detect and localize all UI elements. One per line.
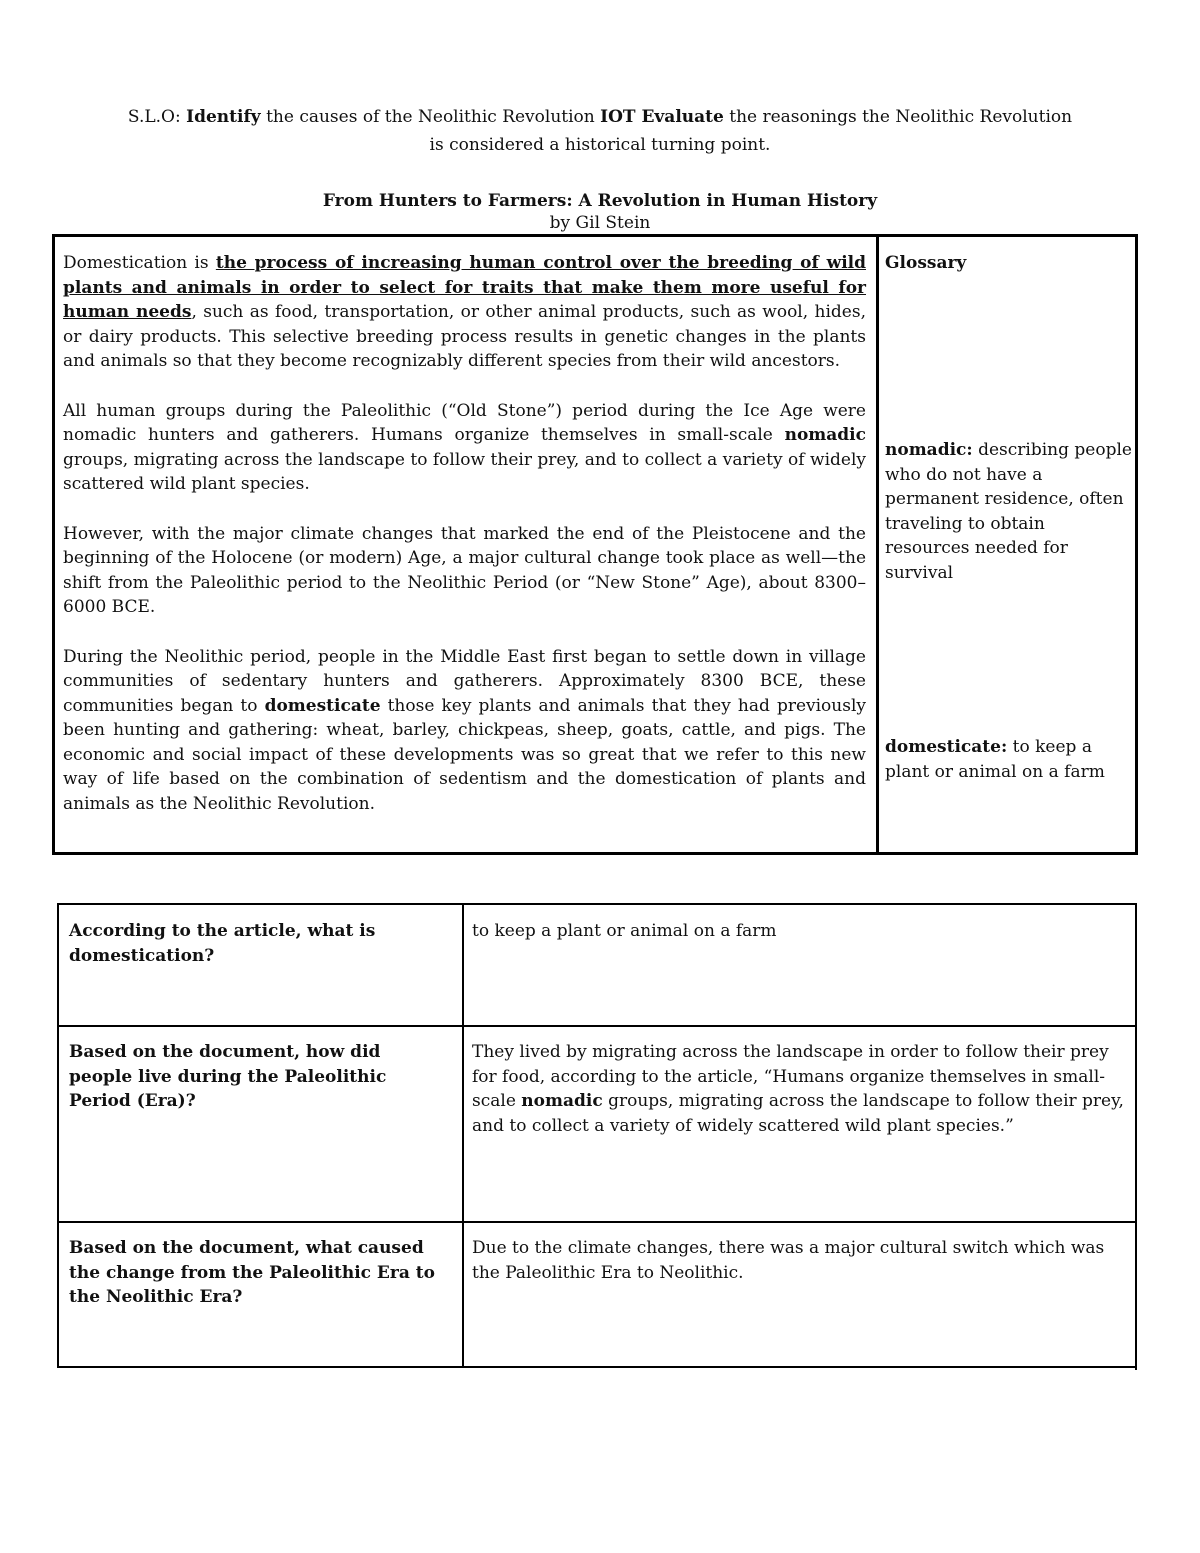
row-divider (59, 1221, 1137, 1223)
reading-table (52, 234, 1138, 855)
slo-identify: Identify (186, 107, 261, 127)
glossary-definition: to keep a plant or animal on a farm (885, 737, 1105, 782)
slo-iot-evaluate: IOT Evaluate (600, 107, 724, 127)
p1-start: Domestication is (63, 253, 216, 273)
paragraph-2 (63, 399, 866, 497)
glossary-term: domesticate: (885, 737, 1008, 757)
p2-start: All human groups during the Paleolithic (“Old Stone”) period during the Ice Age were nomadic hunters and gatherers. Humans organize themselves in small-scale (63, 400, 866, 446)
p4-start: During the Neolithic period, people in the Middle East first began to settle down in village communities of sedentary hunters and gatherers. Approximately 8300 BCE, these communities began to (63, 646, 866, 716)
answer-1[interactable]: to keep a plant or animal on a farm (472, 921, 777, 941)
answer-2-rest: groups, migrating across the landscape to follow their prey, and to collect a variety of widely scattered wild plant species.” (472, 1091, 1124, 1136)
answer-2-bold-term: nomadic (521, 1091, 603, 1111)
article-byline: by Gil Stein (549, 213, 651, 233)
glossary-entry-nomadic (885, 438, 1133, 586)
p2-bold-term: nomadic (784, 425, 866, 446)
glossary-definition: describing people who do not have a permanent residence, often traveling to obtain resources needed for survival (885, 440, 1132, 583)
slo-mid: the causes of the Neolithic Revolution (260, 107, 601, 127)
glossary-entry-domesticate (885, 735, 1133, 784)
definition-underlined: the process of increasing human control over the breeding of wild plants and animals in order to select for traits that make them more useful for human needs (63, 253, 867, 323)
article-title: From Hunters to Farmers: A Revolution in Human History (322, 191, 878, 211)
p4-rest: those key plants and animals that they had previously been hunting and gathering: wheat, barley, chickpeas, sheep, goats, cattle, and pigs. The economic and social impact of these developments was so great that we refer to this new way of life based on the combination of sedentism and the domestication of plants and animals as the Neolithic Revolution. (63, 695, 866, 815)
paragraph-4 (63, 645, 866, 817)
slo-prefix: S.L.O: (127, 107, 187, 127)
answer-2-start: They lived by migrating across the landscape in order to follow their prey for food, according to the article, “Humans organize themselves in small-scale (472, 1042, 1109, 1111)
question-1: According to the article, what is domestication? (69, 921, 376, 966)
question-table (57, 903, 1137, 1368)
answer-2[interactable] (472, 1040, 1127, 1138)
glossary-column (885, 251, 1133, 782)
paragraph-1 (63, 251, 866, 374)
glossary-term: nomadic: (885, 440, 973, 460)
question-2: Based on the document, how did people live during the Paleolithic Period (Era)? (69, 1042, 387, 1111)
slo-rest: the reasonings the Neolithic Revolution is considered a historical turning point. (429, 107, 1073, 155)
row-divider (59, 1025, 1137, 1027)
glossary-heading: Glossary (885, 253, 967, 273)
column-divider (462, 905, 464, 1366)
paragraph-3: However, with the major climate changes that marked the end of the Pleistocene and the beginning of the Holocene (or modern) Age, a major cultural change took place as well—the shift from the Paleolithic period to the Neolithic Period (or “New Stone” Age), about 8300–6000 BCE. (63, 523, 866, 618)
p2-rest: groups, migrating across the landscape to follow their prey, and to collect a variety of widely scattered wild plant species. (63, 449, 866, 495)
p4-bold-term: domesticate (264, 695, 381, 716)
article-heading (120, 190, 1080, 234)
article-text (63, 251, 866, 841)
question-3: Based on the document, what caused the change from the Paleolithic Era to the Neolithic Era? (69, 1238, 435, 1307)
p1-rest: , such as food, transportation, or other animal products, such as wool, hides, or dairy products. This selective breeding process results in genetic changes in the plants and animals so that they become recognizably different species from their wild ancestors. (63, 302, 866, 372)
slo-statement (120, 103, 1080, 159)
column-divider (876, 237, 879, 852)
answer-3[interactable]: Due to the climate changes, there was a major cultural switch which was the Paleolithic Era to Neolithic. (472, 1238, 1105, 1283)
table-right-border (1135, 903, 1137, 1370)
